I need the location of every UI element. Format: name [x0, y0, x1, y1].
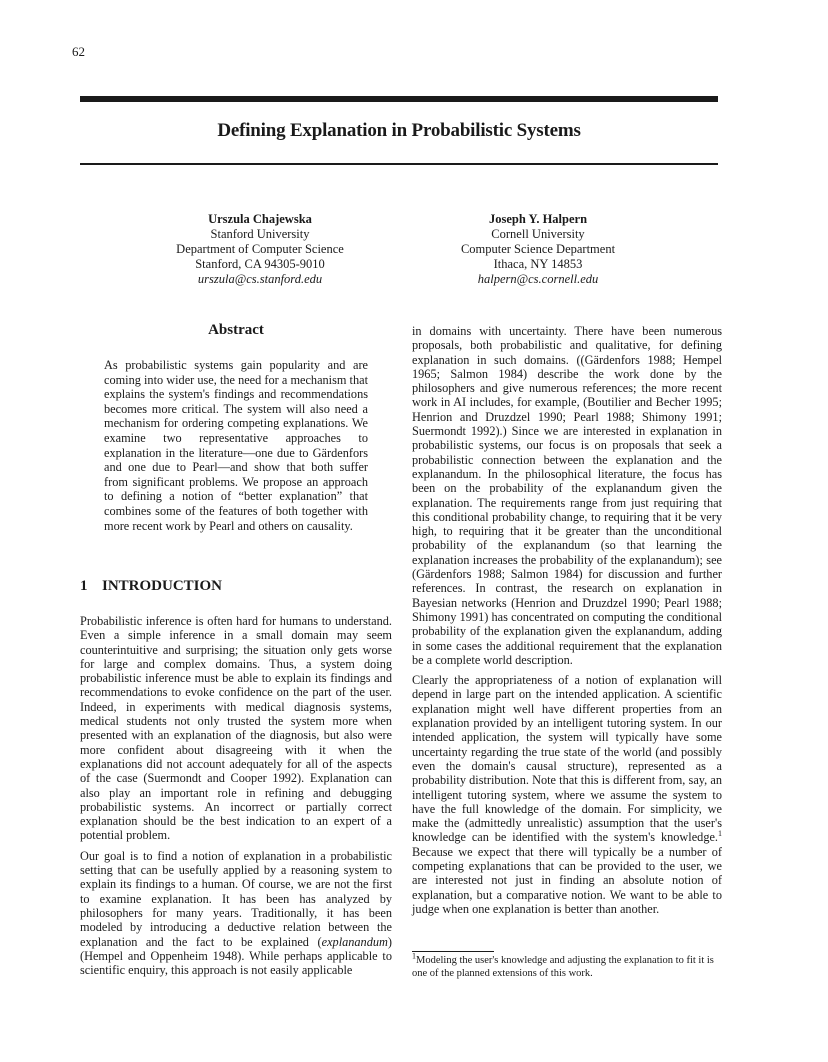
- footnote-text: Modeling the user's knowledge and adjusting the explanation to fit it is one of the planned extensions of this work.: [412, 955, 714, 979]
- section-title: INTRODUCTION: [102, 578, 223, 594]
- author-department: Department of Computer Science: [176, 242, 344, 256]
- author-address: Ithaca, NY 14853: [493, 257, 583, 271]
- author-block-2: [438, 212, 638, 287]
- paper-title: Defining Explanation in Probabilistic Systems: [217, 120, 581, 141]
- title-bottom-rule: [80, 163, 718, 165]
- title-top-rule: [80, 96, 718, 102]
- footnote-marker: 1: [718, 829, 722, 839]
- author-block-1: [160, 212, 360, 287]
- right-paragraph-2-text-b: Because we expect that there will typically be a number of competing explanations that can be provided to the user, we are interested not just in finding an absolute notion of explanation, but a comparative notion. We want to be able to judge when one explanation is better than another.: [412, 844, 722, 916]
- author-name: Urszula Chajewska: [208, 212, 312, 226]
- footnote-rule: [412, 951, 494, 952]
- author-email: urszula@cs.stanford.edu: [197, 272, 323, 286]
- intro-paragraph-1: Probabilistic inference is often hard for humans to understand. Even a simple inference in a small domain may seem counterintuitive and surprising; the situation only gets worse for large and complex domains. Thus, a system doing probabilistic inference must be able to explain its findings and recommendations to evoke confidence on the part of the user. Indeed, in experiments with medical diagnosis systems, medical students not only trusted the system more when presented with an explanation of the diagnosis, but also were more confident about disagreeing with it when the explanations did not account adequately for all of the aspects of the case (Suermondt and Cooper 1992). Explanation can also play an important role in refining and debugging probabilistic systems. An incorrect or partially correct explanation should be the best indication to an expert of a potential problem.: [80, 614, 392, 843]
- intro-paragraph-2-text-a: Our goal is to find a notion of explanation in a probabilistic setting that can be usefully applied by a reasoning system to explain its findings to a human. Of course, we are not the first to examine explanation. It has been has analyzed by philosophers for many years. Traditionally, it has been modeled by introducing a deductive relation between the explanation and the fact to be explained (: [80, 848, 392, 949]
- author-name: Joseph Y. Halpern: [488, 212, 588, 226]
- right-paragraph-2: [412, 673, 722, 916]
- page-number: 62: [72, 44, 85, 59]
- author-address: Stanford, CA 94305-9010: [195, 257, 325, 271]
- intro-paragraph-2: [80, 849, 392, 978]
- right-paragraph-1: in domains with uncertainty. There have been numerous proposals, both probabilistic and qualitative, for defining explanation in such domains. ((Gärdenfors 1988; Hempel 1965; Salmon 1984) describe the work done by the philosophers and give numerous references; the more recent work in AI includes, for example, (Boutilier and Becher 1995; Henrion and Druzdzel 1990; Pearl 1988; Shimony 1991; Suermondt 1992).) Since we are interested in explanation in probabilistic systems, our focus is on proposals that seek a probabilistic connection between the explanation and the explanandum. In the philosophical literature, the focus has been on the probability of the explanandum given the explanation. The requirements range from just requiring that this conditional probability change, to requiring that it be very high, to requiring that it be greater than the unconditional probability of the explanandum (so that learning the explanation increases the probability of the explanandum); see (Gärdenfors 1988; Salmon 1984) for discussion and further references. In contrast, the research on explanation in Bayesian networks (Henrion and Druzdzel 1990; Pearl 1988; Shimony 1991) has concentrated on computing the conditional probability of the explanation given the explanandum, adding in some cases the additional requirement that the explanation be a complete world description.: [412, 324, 722, 667]
- intro-paragraph-2-text-b: ) (Hempel and Oppenheim 1948). While perhaps applicable to scientific enquiry, this approach is not easily applicable: [80, 934, 392, 978]
- right-paragraph-2-text-a: Clearly the appropriateness of a notion of explanation will depend in large part on the intended application. A scientific explanation might well have different properties from an explanation provided by an intelligent tutoring system. In our intended application, the system will typically have some uncertainty regarding the true state of the world (and possibly even the domain's causal structure), represented as a probability distribution. Note that this is different from, say, an intelligent tutoring system, where we assume the system to have the full knowledge of the domain. For simplicity, we make the (admittedly unrealistic) assumption that the user's knowledge can be identified with the system's knowledge.: [412, 673, 722, 845]
- footnote: [412, 951, 722, 980]
- author-department: Computer Science Department: [460, 242, 616, 256]
- left-column: [80, 614, 392, 983]
- section-number: 1: [80, 578, 88, 594]
- author-affiliation: Cornell University: [491, 227, 585, 241]
- section-heading: [80, 578, 222, 595]
- abstract-text: As probabilistic systems gain popularity and are coming into wider use, the need for a mechanism that explains the system's findings and recommendations becomes more critical. The system will also need a mechanism for ordering competing explanations. We examine two representative approaches to explanation in the literature—one due to Gärdenfors and one due to Pearl—and show that both suffer from significant problems. We propose an approach to defining a notion of “better explanation” that combines some of the features of both together with more recent work by Pearl and others on causality.: [104, 358, 368, 533]
- intro-paragraph-2-italic: explanandum: [321, 934, 388, 949]
- author-email: halpern@cs.cornell.edu: [477, 272, 599, 286]
- footnote-mark: 1: [412, 951, 416, 961]
- right-column: [412, 324, 722, 922]
- abstract-heading: Abstract: [208, 322, 264, 338]
- author-affiliation: Stanford University: [210, 227, 310, 241]
